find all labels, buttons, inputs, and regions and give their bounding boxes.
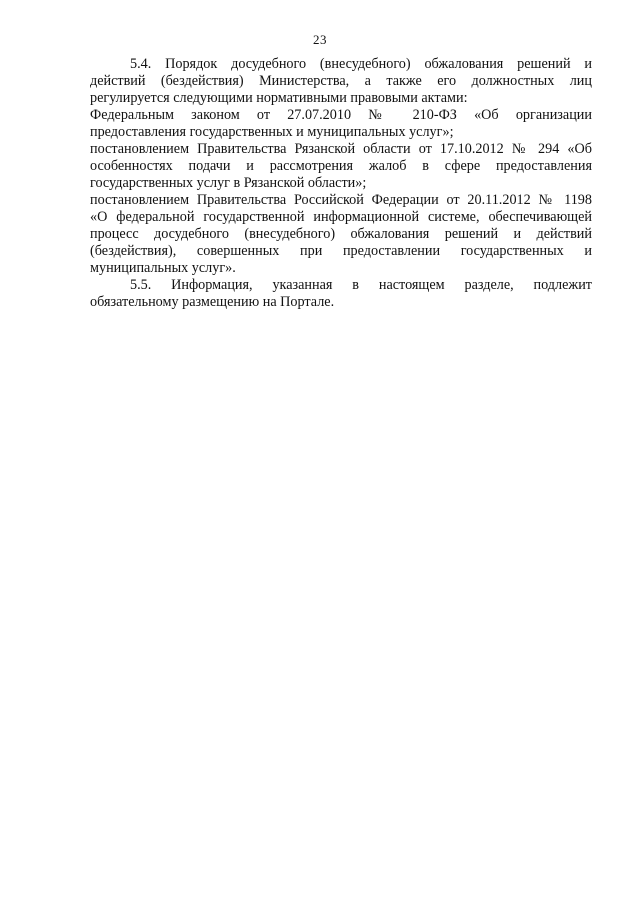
text-line: «О федеральной государственной информационной системе, обеспечивающей — [90, 209, 592, 225]
text-line: постановлением Правительства Рязанской области от 17.10.2012 № 294 «Об — [90, 141, 592, 157]
text-line: 5.4. Порядок досудебного (внесудебного) обжалования решений и — [130, 56, 592, 72]
paragraph-5-4 — [90, 56, 592, 107]
text-line: (бездействия), совершенных при предоставлении государственных и — [90, 243, 592, 259]
paragraph-federal-law — [90, 107, 592, 141]
text-line: государственных услуг в Рязанской области»; — [90, 175, 367, 191]
text-line: особенностях подачи и рассмотрения жалоб в сфере предоставления — [90, 158, 592, 174]
paragraph-5-5 — [90, 277, 592, 311]
text-line: процесс досудебного (внесудебного) обжалования решений и действий — [90, 226, 592, 242]
paragraph-ryazan-resolution — [90, 141, 592, 192]
page-number: 23 — [313, 32, 327, 47]
text-line: действий (бездействия) Министерства, а также его должностных лиц — [90, 73, 592, 89]
text-line: регулируется следующими нормативными правовыми актами: — [90, 90, 468, 106]
text-line: постановлением Правительства Российской Федерации от 20.11.2012 № 1198 — [90, 192, 592, 208]
text-line: предоставления государственных и муниципальных услуг»; — [90, 124, 454, 140]
text-line: муниципальных услуг». — [90, 260, 236, 276]
text-line: 5.5. Информация, указанная в настоящем разделе, подлежит — [130, 277, 592, 293]
paragraph-rf-resolution — [90, 192, 592, 277]
text-line: Федеральным законом от 27.07.2010 № 210-ФЗ «Об организации — [90, 107, 592, 123]
document-body — [90, 56, 592, 311]
text-line: обязательному размещению на Портале. — [90, 294, 335, 310]
